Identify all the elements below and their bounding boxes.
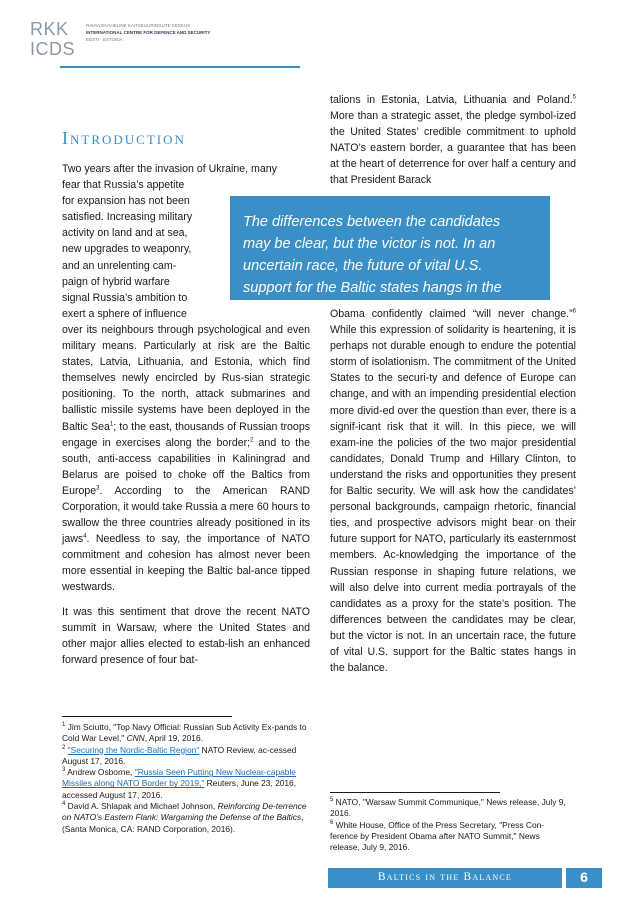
org-name [86,22,210,43]
text-line: and an unrelenting cam- [62,259,177,272]
text-run: While this expression of solidarity is heartening, it is perhaps not durable enough to endure the potential storm of isolationism. The commitment of the United States to the securi-ty and defence of Europe can change, and with an impending presidential election more divid-ed over the question than ever, there is a signif-icant risk that it will. In this piece, we will exam-ine the policies of the two major presidential candidates, Donald Trump and Hillary Clinton, to understand the risks and opportunities they present for Baltic security. We will ask how the candidates’ personal backgrounds, campaign rhetoric, financial ties, and prospective advisors might bear on their future support for NATO, particularly its easternmost members. Ac-knowledging the importance of the Russian response in shaping future relations, we will also delve into current media portrayals of the candidates as a proxy for the state’s position. The differences between the candidates may be clear, but the victor is not. In an uncertain race, the future of vital U.S. support for the Baltic states hangs in the balance. [330,324,576,675]
logo-mark [30,20,75,58]
text-line: fear that Russia’s appetite [62,179,185,192]
org-name-english: INTERNATIONAL CENTRE FOR DEFENCE AND SECURITY [86,30,211,35]
footnote-ref-1: 1 [109,420,114,427]
footnote-ref-5: 5 [572,94,576,101]
right-column [330,92,576,189]
org-name-estonian: RAHVUSVAHELINE KAITSEUURINGUTE KESKUS [86,23,191,28]
text-run: More than a strategic asset, the pledge symbol-ized the United States’ credible commitment to uphold NATO’s eastern border, a guarantee that has been at the heart of deterrence for over half a century and that President Barack [330,110,576,187]
text-run: . According to the American RAND Corporation, it would take Russia a mere 60 hours to swallow the three countries already positioned in its jaws [62,484,310,546]
text-run: and to the south, anti-access capabilities in Kaliningrad and Belarus are poised to choke off the Baltics from Europe [62,436,310,497]
footnote-6 [330,820,566,854]
text-run: ; to the east, thousands of Russian troops engage in exercises along the border; [62,420,311,449]
icds-logo [30,20,290,80]
text-run: NATO, "Warsaw Summit Communique," News release, July 9, 2016. [330,797,566,819]
text-line: for expansion has not been [62,195,190,208]
text-line: new upgrades to weaponry, [62,243,192,256]
text-run: over its neighbours through psychological and even military means. Particularly at risk are the Baltic states, Latvia, Lithuania, and Estonia, which find themselves newly encircled by Rus-sian strategic positioning. To the north, attack submarines and ballistic missile systems have been deployed in the Baltic Sea [62,323,310,433]
footnote-ref-2: 2 [250,437,254,444]
right-column-lower [330,306,576,676]
footnotes-left [62,722,312,835]
text-run: CNN [126,733,145,744]
text-line: activity on land and at sea, [62,227,188,240]
footnote-3 [62,767,312,801]
footnote-rule-right [330,792,500,793]
text-run: Obama confidently claimed “will never change.” [330,308,573,320]
paragraph-battalions [330,92,576,189]
footnote-5 [330,797,566,820]
paragraph-intro-continued [62,322,310,596]
text-line: satisfied. Increasing military [62,211,193,224]
text-run: David A. Shlapak and Michael Johnson, [65,801,218,812]
footnote-number: 3 [62,767,66,774]
pull-quote-text: The differences between the candidates may be clear, but the victor is not. In an uncertain race, the future of vital U.S. support for the Baltic states hangs in the balance [243,214,502,318]
logo-line-icds: ICDS [30,39,76,59]
left-narrow-block [62,177,212,322]
text-run: , (Santa Monica, CA: RAND Corporation, 2016). [62,812,304,834]
footnote-2 [62,745,312,768]
footer-bar [328,868,562,888]
footnote-ref-6: 6 [572,308,576,315]
header-rule [60,66,300,68]
footnote-rule-left [62,716,232,717]
footnote-4 [62,801,312,835]
page-number-box [566,868,602,888]
footnote-ref-4: 4 [83,533,87,540]
text-run: Reuters, June 23, 2016, accessed August 17, 2016. [62,778,297,800]
footnotes-right [330,797,566,853]
text-run: , April 19, 2016. [144,733,203,744]
text-run: talions in Estonia, Latvia, Lithuania and Poland. [330,94,573,106]
footnote-number: 5 [330,797,334,804]
text-run: Reinforcing De-terrence on NATO’s Eastern Flank: Wargaming the Defense of the Baltics [62,801,307,823]
text-line: signal Russia’s ambition to [62,291,188,304]
text-run: White House, Office of the Press Secretary, "Press Con-ference by President Obama after NATO Summit," News release, July 9, 2016. [330,819,545,853]
footnote-number: 6 [330,819,334,826]
footnote-number: 4 [62,801,66,808]
org-country: EESTI · ESTONIA [86,37,123,42]
footnote-number: 1 [62,722,66,729]
paragraph-warsaw: It was this sentiment that drove the recent NATO summit in Warsaw, where the United States and other major allies elected to estab-lish an enhanced forward presence of four bat- [62,605,310,666]
paragraph-obama [330,306,576,676]
text-run: Andrew Osborne, [65,767,135,778]
text-run: NATO Review, ac-cessed August 17, 2016. [62,744,297,766]
footnote-1 [62,722,312,745]
text-line: paign of hybrid warfare [62,275,170,288]
footnote-number: 2 [62,744,66,751]
footnote-link[interactable]: "Securing the Nordic-Baltic Region" [67,744,200,755]
text-line: exert a sphere of influence [62,307,187,320]
footer-title: Baltics in the Balance [377,871,512,883]
text-run: . Needless to say, the importance of NATO commitment and cohesion has almost never been more essential in keeping the Baltic bal-ance tipped westwards. [62,533,310,594]
footnote-ref-3: 3 [96,485,100,492]
logo-line-rkk: RKK [30,19,69,39]
footnote-link[interactable]: "Russia Seen Putting New Nuclear-capable Missiles along NATO Border by 2019," [62,767,296,789]
section-heading: Introduction [62,128,186,148]
paragraph-intro-first-line: Two years after the invasion of Ukraine, many [62,163,277,175]
text-run: Jim Sciutto, "Top Navy Official: Russian Sub Activity Ex-pands to Cold War Level," [62,722,307,744]
page-number: 6 [580,869,588,885]
